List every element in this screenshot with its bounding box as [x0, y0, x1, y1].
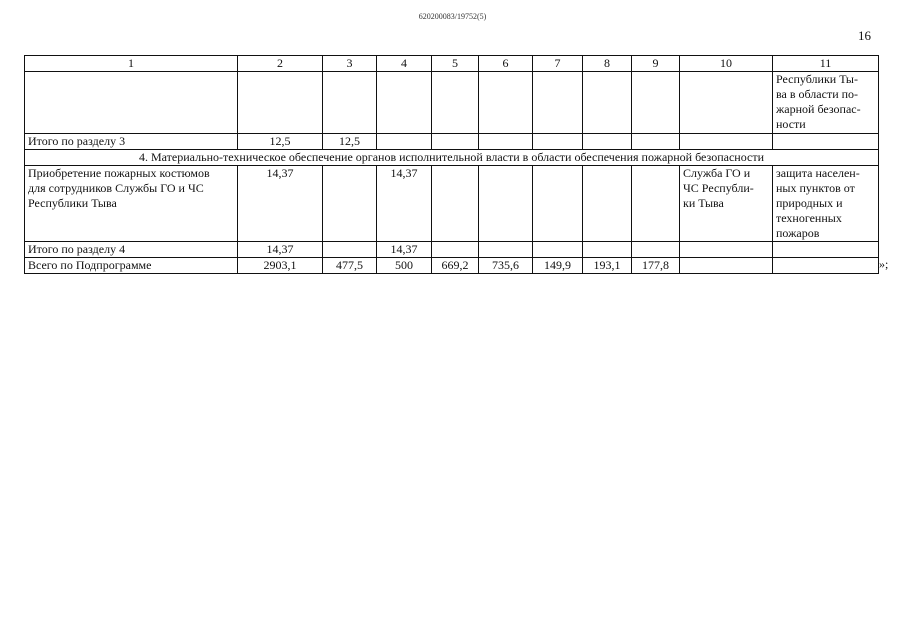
value-cell: 500 — [377, 258, 432, 274]
section-heading: 4. Материально-техническое обеспечение органов исполнительной власти в области обеспечения пожарной безопасности — [25, 150, 879, 166]
subtotal-row-section-4 — [25, 242, 879, 258]
column-number: 4 — [377, 56, 432, 72]
value-cell: 193,1 — [583, 258, 632, 274]
value-cell: 14,37 — [238, 166, 323, 242]
value-cell: 12,5 — [323, 134, 377, 150]
continuation-row — [25, 72, 879, 134]
closing-quote-mark: »; — [879, 257, 889, 271]
subtotal-row-section-3 — [25, 134, 879, 150]
value-cell: 177,8 — [632, 258, 680, 274]
column-number: 2 — [238, 56, 323, 72]
value-cell: 477,5 — [323, 258, 377, 274]
column-number: 5 — [432, 56, 479, 72]
page-number: 16 — [858, 28, 871, 43]
subprogram-table — [24, 55, 879, 274]
item-description: Приобретение пожарных костюмов для сотрудников Службы ГО и ЧС Республики Тыва — [25, 166, 238, 242]
total-row — [25, 258, 879, 274]
column-number: 11 — [773, 56, 879, 72]
row-label: Итого по разделу 4 — [25, 242, 238, 258]
value-cell: 14,37 — [377, 242, 432, 258]
authority-note-cell: Республики Ты- ва в области по- жарной безопас- ности — [773, 72, 879, 134]
value-cell: 12,5 — [238, 134, 323, 150]
document-code: 620200083/19752(5) — [418, 12, 487, 21]
goal-cell: защита населен- ных пунктов от природных и техногенных пожаров — [773, 166, 879, 242]
column-number: 1 — [25, 56, 238, 72]
column-number: 8 — [583, 56, 632, 72]
value-cell: 149,9 — [533, 258, 583, 274]
column-number: 3 — [323, 56, 377, 72]
column-number: 7 — [533, 56, 583, 72]
section-heading-row — [25, 150, 879, 166]
column-number: 10 — [680, 56, 773, 72]
row-label: Итого по разделу 3 — [25, 134, 238, 150]
value-cell: 2903,1 — [238, 258, 323, 274]
value-cell: 14,37 — [238, 242, 323, 258]
row-label: Всего по Подпрограмме — [25, 258, 238, 274]
value-cell: 14,37 — [377, 166, 432, 242]
column-number: 6 — [479, 56, 533, 72]
value-cell: 669,2 — [432, 258, 479, 274]
column-number-row — [25, 56, 879, 72]
column-number: 9 — [632, 56, 680, 72]
value-cell: 735,6 — [479, 258, 533, 274]
item-row — [25, 166, 879, 242]
executor-cell: Служба ГО и ЧС Республи- ки Тыва — [680, 166, 773, 242]
